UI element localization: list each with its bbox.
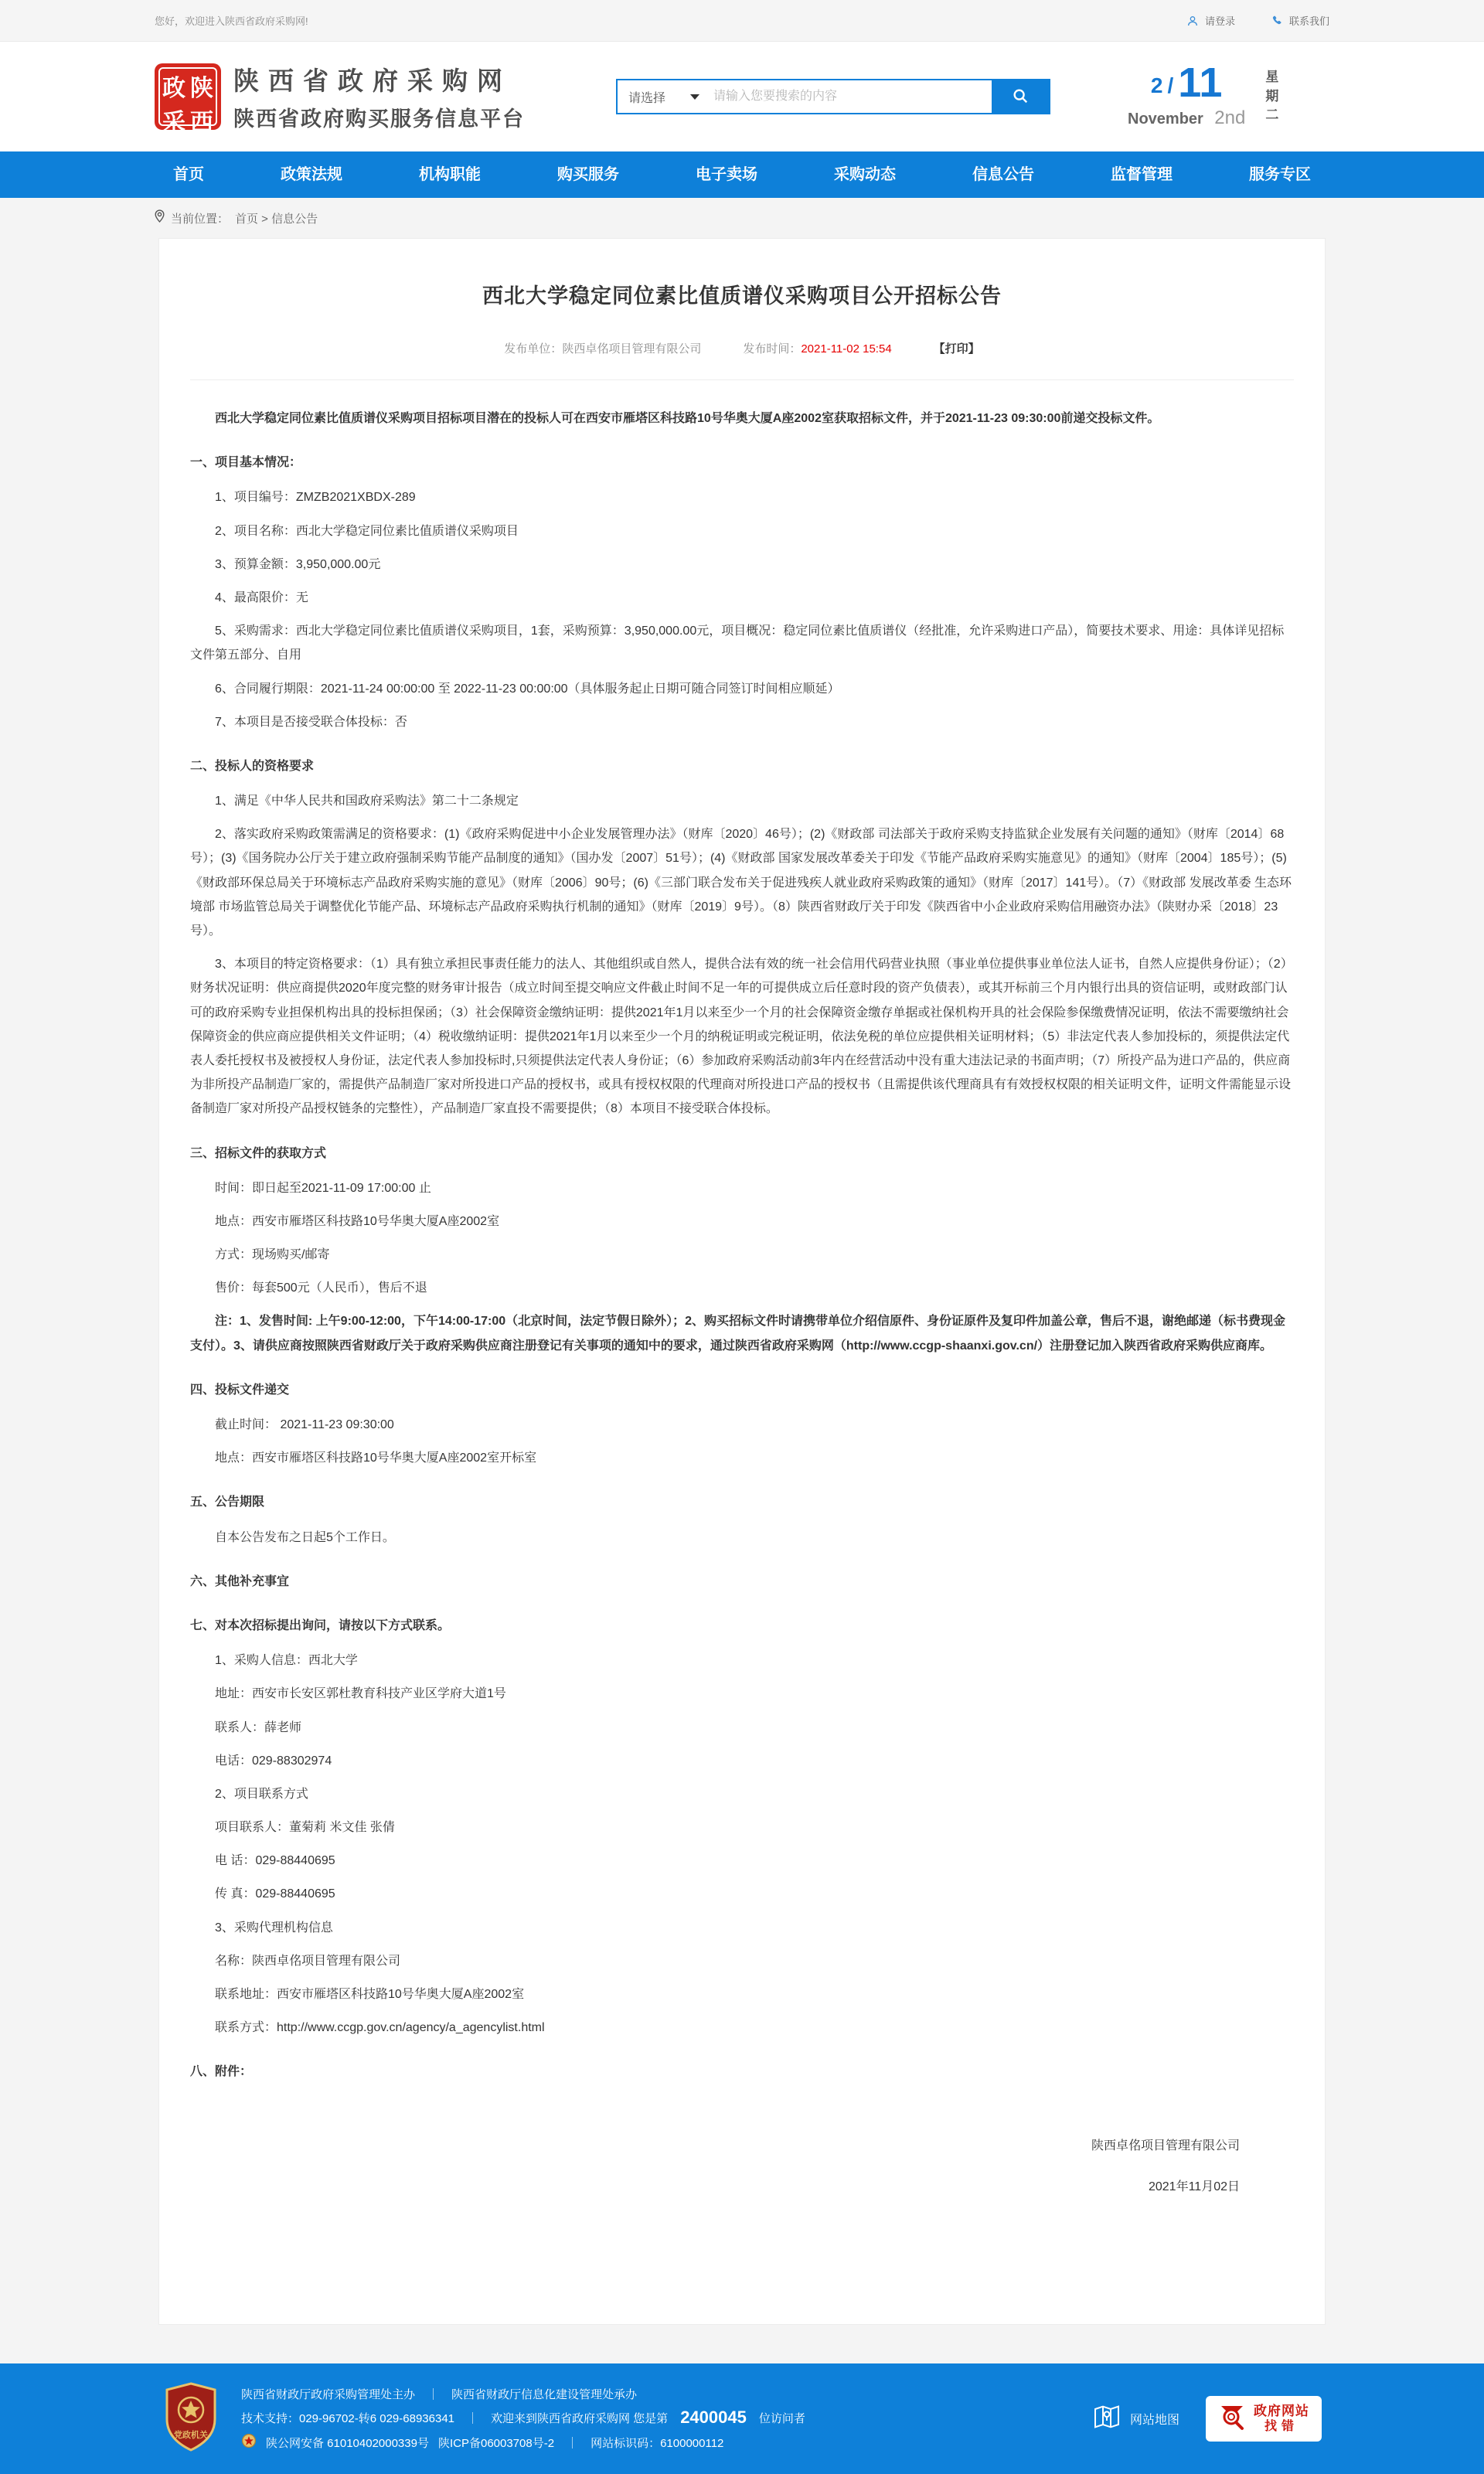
article-paragraph: 地点：西安市雁塔区科技路10号华奥大厦A座2002室开标室 [215, 1451, 537, 1465]
seal-char: 政 [162, 76, 186, 101]
article-paragraph: 注：1、发售时间: 上午9:00-12:00，下午14:00-17:00（北京时间，法定节假日除外）；2、购买招标文件时请携带单位介绍信原件、身份证原件及复印件加盖公章，售后不退，谢绝邮递（标书费现金支付）。3、请供应商按照陕西省财政厅关于政府采购供应商注册登记有关事项的通知中的要求，通过陕西省政府采购网（http://www.ccgp-shaanxi.gov.cn/）注册登记加入陕西省政府采购供应商库。 [190, 1315, 1286, 1353]
site-subtitle: 陕西省政府购买服务信息平台 [233, 107, 525, 131]
article-paragraph: 三、招标文件的获取方式 [190, 1146, 327, 1160]
date-widget [1128, 59, 1279, 130]
location-pin-icon [155, 209, 165, 226]
site-header [0, 42, 1484, 151]
article-card [158, 238, 1326, 2325]
footer-line2: 技术支持：029-96702-转6 029-68936341 ｜ 欢迎来到陕西省政府采购网 您是第 2400045 位访问者 [241, 2408, 805, 2427]
article-paragraph: 1、满足《中华人民共和国政府采购法》第二十二条规定 [215, 795, 519, 808]
article-paragraph: 1、采购人信息：西北大学 [215, 1654, 358, 1668]
topbar [0, 0, 1484, 42]
article-paragraph: 2、项目名称：西北大学稳定同位素比值质谱仪采购项目 [215, 524, 519, 538]
article-paragraph: 西北大学稳定同位素比值质谱仪采购项目招标项目潜在的投标人可在西安市雁塔区科技路10号华奥大厦A座2002室获取招标文件，并于2021-11-23 09:30:00前递交投标文件。 [215, 412, 1160, 425]
signature-company: 陕西卓佲项目管理有限公司 [1091, 2139, 1240, 2152]
nav-item[interactable]: 服务专区 [1249, 166, 1311, 183]
article-paragraph: 6、合同履行期限：2021-11-24 00:00:00 至 2022-11-23 00:00:00（具体服务起止日期可随合同签订时间相应顺延） [215, 682, 840, 696]
article-paragraph: 五、公告期限 [190, 1496, 265, 1509]
search-input[interactable] [709, 80, 992, 113]
welcome-text: 您好，欢迎进入陕西省政府采购网! [155, 15, 308, 27]
seal-char: 西 [190, 110, 213, 135]
article-paragraph: 方式：现场购买/邮寄 [215, 1248, 330, 1262]
login-link[interactable] [1186, 13, 1235, 28]
weekday-char: 期 [1265, 88, 1279, 104]
site-logo[interactable] [155, 61, 525, 135]
security-record[interactable]: 陕公网安备 61010402000339号 [266, 2436, 429, 2450]
seal-logo-icon [155, 63, 221, 135]
article-paragraph: 联系地址：西安市雁塔区科技路10号华奥大厦A座2002室 [215, 1988, 525, 2001]
article-paragraph: 联系方式：http://www.ccgp.gov.cn/agency/a_agencylist.html [215, 2021, 545, 2035]
nav-item[interactable]: 采购动态 [834, 166, 896, 183]
article-body [190, 407, 1294, 2084]
date-month-name: November [1128, 111, 1203, 128]
article-paragraph: 四、投标文件递交 [190, 1383, 290, 1397]
article-signature [190, 2135, 1294, 2194]
article-paragraph: 截止时间： 2021-11-23 09:30:00 [215, 1418, 394, 1431]
article-paragraph: 名称：陕西卓佲项目管理有限公司 [215, 1954, 401, 1968]
findbox-title: 政府网站 [1254, 2403, 1309, 2418]
contact-label: 联系我们 [1288, 15, 1329, 27]
article-meta [190, 340, 1294, 380]
article-paragraph: 地址：西安市长安区郭杜教育科技产业区学府大道1号 [215, 1687, 506, 1701]
sitemap-map-icon [1091, 2401, 1122, 2436]
date-ordinal: 2nd [1214, 107, 1246, 129]
chevron-down-icon [690, 94, 699, 100]
article-paragraph: 联系人：薛老师 [215, 1720, 302, 1734]
print-button[interactable]: 【打印】 [933, 342, 980, 356]
svg-text:党政机关: 党政机关 [174, 2431, 208, 2440]
find-error-magnifier-icon [1218, 2403, 1246, 2435]
article-paragraph: 2、落实政府采购政策需满足的资格要求：(1)《政府采购促进中小企业发展管理办法》（财库〔2020〕46号）；(2)《财政部 司法部关于政府采购支持监狱企业发展有关问题的通知》（财库〔2014〕68号）；(3)《国务院办公厅关于建立政府强制采购节能产品制度的通知》（国办发〔2007〕51号）；(4)《财政部 国家发展改革委关于印发《节能产品政府采购实施意见》的通知》（财库〔2004〕185号）；(5)《财政部环保总局关于环境标志产品政府采购实施的意见》（财库〔2006〕90号；(6)《三部门联合发布关于促进残疾人就业政府采购政策的通知》（财库〔2017〕141号）。（7）《财政部 发展改革委 生态环境部 市场监管总局关于调整优化节能产品、环境标志产品政府采购执行机制的通知》（财库〔2019〕9号）。（8）陕西省财政厅关于印发《陕西省中小企业政府采购信用融资办法》（陕财办采〔2018〕23号）。 [190, 828, 1292, 938]
breadcrumb-path[interactable]: 首页 > 信息公告 [235, 212, 318, 226]
signature-date: 2021年11月02日 [1148, 2180, 1240, 2193]
article-paragraph: 时间：即日起至2021-11-09 17:00:00 止 [215, 1181, 431, 1195]
sitemap-label: 网站地图 [1129, 2414, 1179, 2427]
police-badge-icon [241, 2433, 257, 2452]
nav-item[interactable]: 首页 [173, 166, 204, 183]
article-paragraph: 1、项目编号：ZMZB2021XBDX-289 [215, 491, 416, 505]
article-paragraph: 电 话：029-88440695 [215, 1854, 335, 1868]
weekday-char: 二 [1265, 107, 1279, 123]
publish-time-value: 2021-11-02 15:54 [801, 342, 892, 356]
date-day: 2 [1150, 73, 1163, 98]
party-government-badge-icon [162, 2382, 220, 2455]
gov-site-error-report-button[interactable] [1206, 2396, 1322, 2442]
publish-time: 发布时间：2021-11-02 15:54 [743, 342, 892, 356]
icp-record[interactable]: 陕ICP备06003708号-2 [437, 2436, 555, 2450]
seal-char: 陕 [190, 76, 213, 101]
article-paragraph: 项目联系人：董菊莉 米文佳 张倩 [215, 1821, 395, 1835]
article-paragraph: 3、采购代理机构信息 [215, 1921, 333, 1935]
site-code: 网站标识码：6100000112 [591, 2436, 724, 2450]
article-paragraph: 二、投标人的资格要求 [190, 759, 315, 773]
article-paragraph: 六、其他补充事宜 [190, 1574, 290, 1588]
article-paragraph: 传 真：029-88440695 [215, 1887, 335, 1901]
search-category-label: 请选择 [628, 91, 666, 105]
article-paragraph: 七、对本次招标提出询问，请按以下方式联系。 [190, 1618, 451, 1632]
seal-char: 采 [162, 110, 186, 135]
phone-icon [1271, 15, 1283, 27]
article-paragraph: 地点：西安市雁塔区科技路10号华奥大厦A座2002室 [215, 1214, 500, 1228]
nav-item[interactable]: 电子卖场 [696, 166, 757, 183]
article-paragraph: 5、采购需求：西北大学稳定同位素比值质谱仪采购项目，1套，采购预算：3,950,000.00元，项目概况：稳定同位素比值质谱仪（经批准，允许采购进口产品），简要技术要求、用途：具体详见招标文件第五部分、自用 [190, 624, 1285, 662]
article-paragraph: 自本公告发布之日起5个工作日。 [215, 1530, 395, 1544]
article-paragraph: 售价：每套500元（人民币），售后不退 [215, 1281, 427, 1295]
search-button[interactable] [992, 80, 1049, 113]
main-nav [0, 151, 1484, 198]
publisher: 发布单位：陕西卓佲项目管理有限公司 [504, 342, 702, 356]
site-name: 陕西省政府采购网 [233, 66, 512, 95]
visitor-count: 2400045 [680, 2408, 747, 2427]
article-paragraph: 八、附件： [190, 2065, 253, 2079]
user-icon [1186, 15, 1199, 27]
date-slash: / [1167, 73, 1174, 98]
footer-line1: 陕西省财政厅政府采购管理处主办 ｜ 陕西省财政厅信息化建设管理处承办 [241, 2388, 638, 2401]
footer [0, 2363, 1484, 2474]
page-title: 西北大学稳定同位素比值质谱仪采购项目公开招标公告 [482, 284, 1002, 308]
nav-item[interactable]: 信息公告 [972, 166, 1034, 183]
nav-item[interactable]: 机构职能 [419, 166, 481, 183]
search-icon [1012, 87, 1029, 107]
search-bar [616, 79, 1050, 114]
findbox-subtitle: 找错 [1264, 2420, 1299, 2434]
login-label: 请登录 [1204, 15, 1235, 27]
breadcrumb-label: 当前位置： [171, 212, 230, 226]
article-paragraph: 3、预算金额：3,950,000.00元 [215, 557, 381, 571]
article-paragraph: 4、最高限价：无 [215, 590, 308, 604]
article-paragraph: 一、项目基本情况： [190, 456, 302, 470]
breadcrumb [0, 198, 1484, 238]
article-paragraph: 3、本项目的特定资格要求：（1）具有独立承担民事责任能力的法人、其他组织或自然人，提供合法有效的统一社会信用代码营业执照（事业单位提供事业单位法人证书，自然人应提供身份证）；（2）财务状况证明：供应商提供2020年度完整的财务审计报告（成立时间至提交响应文件截止时间不足一年的可提供成立后任意时段的资产负债表），或其开标前三个月内银行出具的资信证明，或财政部门认可的政府采购专业担保机构出具的投标担保函；（3）社会保障资金缴纳证明：提供2021年1月以来至少一个月的社会保障资金缴存单据或社保机构开具的社会保险参保缴费情况证明，依法不需要缴纳社会保障资金的供应商应提供相关文件证明；（4）税收缴纳证明：提供2021年1月以来至少一个月的纳税证明或完税证明，依法免税的单位应提供相关证明材料；（5）非法定代表人参加投标的，须提供法定代表人委托授权书及被授权人身份证，法定代表人参加投标时,只须提供法定代表人身份证；（6）参加政府采购活动前3年内在经营活动中没有重大违法记录的书面声明；（7）所投产品为进口产品的，供应商为非所投产品制造厂家的，需提供产品制造厂家对所投进口产品的授权书，或具有授权权限的代理商对所投进口产品的授权书（且需提供该代理商具有有效授权权限的相关证明文件，证明文件需能显示设备制造厂家对所投产品授权链条的完整性），产品制造厂家直投不需要提供；（8）本项目不接受联合体投标。 [190, 958, 1293, 1116]
article-paragraph: 2、项目联系方式 [215, 1787, 308, 1801]
footer-line3: 陕公网安备 61010402000339号 陕ICP备06003708号-2 ｜ 网站标识码：6100000112 [241, 2433, 805, 2452]
search-category-select[interactable] [618, 80, 709, 113]
sitemap-link[interactable] [1091, 2401, 1179, 2436]
weekday-char: 星 [1265, 70, 1279, 85]
nav-item[interactable]: 监督管理 [1111, 166, 1173, 183]
nav-item[interactable]: 政策法规 [281, 166, 342, 183]
contact-link[interactable] [1271, 13, 1329, 28]
article-paragraph: 7、本项目是否接受联合体投标：否 [215, 715, 407, 729]
article-paragraph: 电话：029-88302974 [215, 1754, 332, 1768]
date-weekday [1265, 68, 1278, 125]
nav-item[interactable]: 购买服务 [557, 166, 619, 183]
date-month-number: 11 [1178, 59, 1223, 106]
